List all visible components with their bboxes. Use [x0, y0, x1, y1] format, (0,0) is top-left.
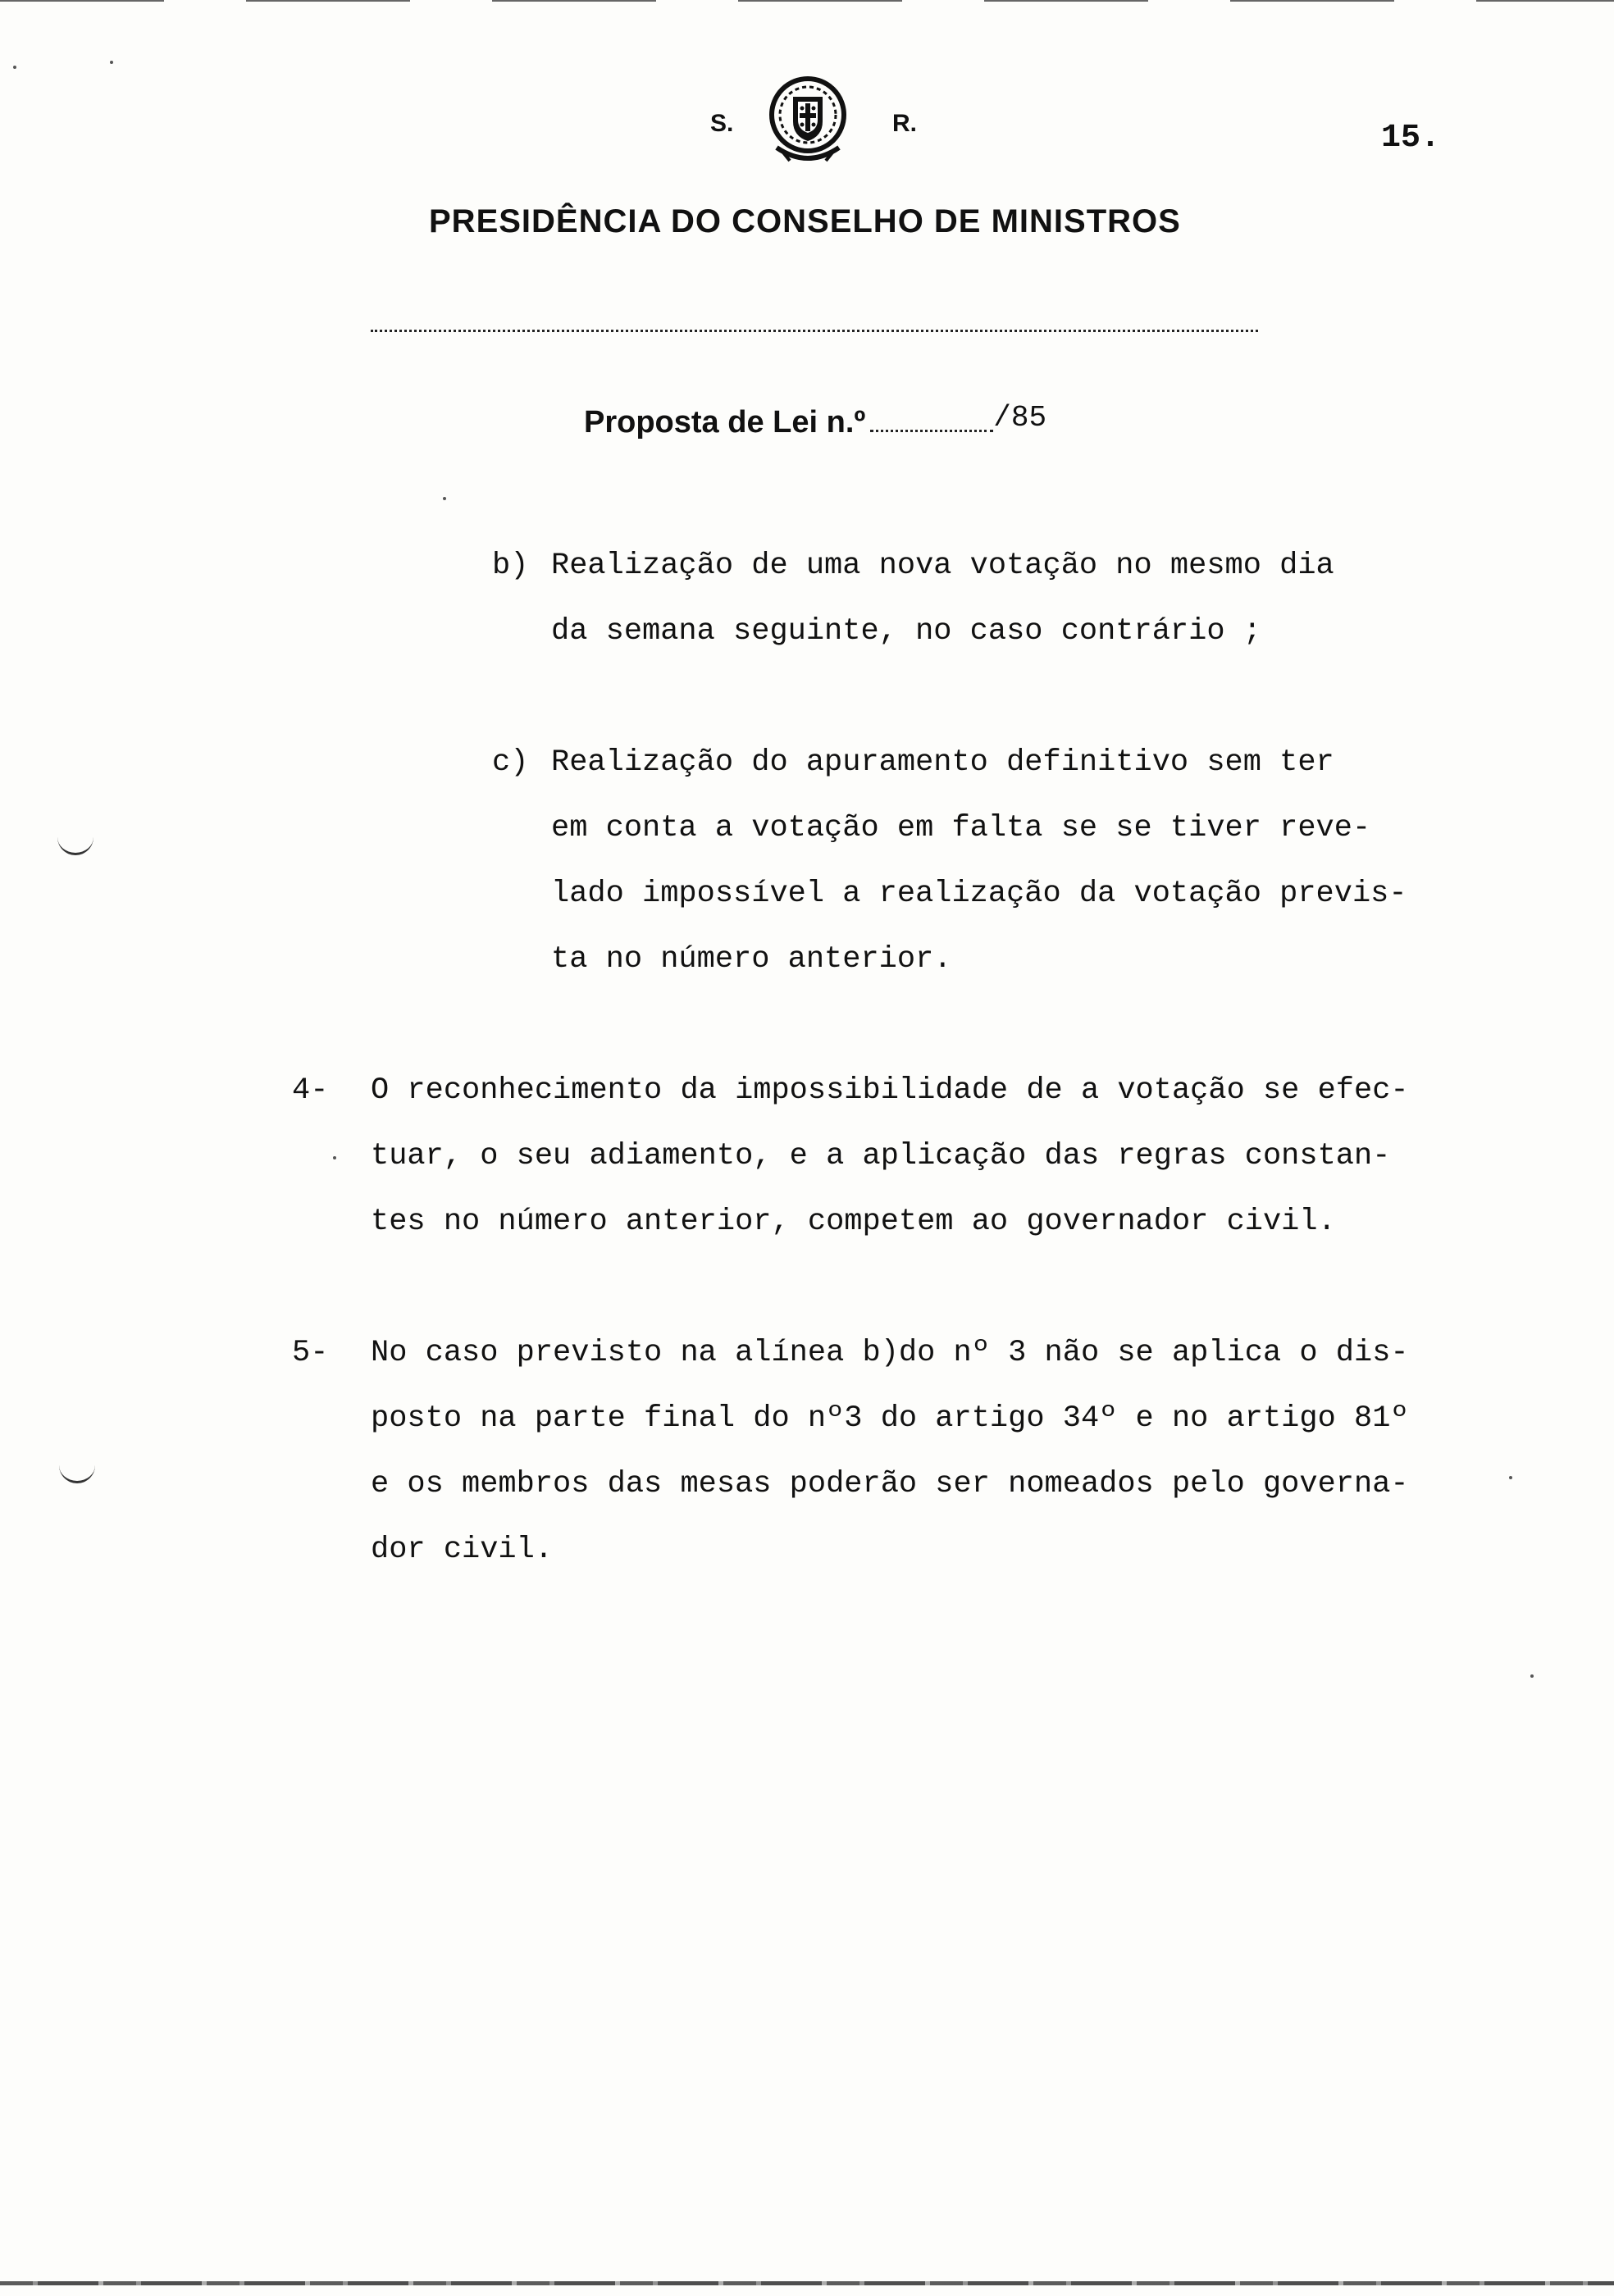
text-line: e os membros das mesas poderão ser nomeados pelo governa- — [371, 1467, 1409, 1501]
text-line: ta no número anterior. — [551, 942, 952, 977]
text-line: O reconhecimento da impossibilidade de a votação se efec- — [371, 1073, 1409, 1108]
proposta-label: Proposta de Lei n.º — [584, 405, 866, 440]
text-line: dor civil. — [371, 1533, 554, 1567]
binding-hole-mark — [57, 836, 93, 855]
text-line: tes no número anterior, competem ao governador civil. — [371, 1205, 1336, 1239]
item-text — [371, 1320, 1409, 1583]
portuguese-coat-of-arms-icon — [765, 72, 850, 171]
scan-speck — [13, 66, 16, 69]
text-line: Realização do apuramento definitivo sem ter — [551, 745, 1334, 780]
text-line: lado impossível a realização da votação previs- — [551, 877, 1407, 911]
item-marker: 5- — [292, 1336, 329, 1370]
dotted-divider — [371, 330, 1258, 332]
item-marker: b) — [492, 549, 529, 583]
text-line: tuar, o seu adiamento, e a aplicação das regras constan- — [371, 1139, 1391, 1173]
page-title: PRESIDÊNCIA DO CONSELHO DE MINISTROS — [429, 203, 1181, 239]
header-letter-s: S. — [710, 110, 734, 137]
text-line: da semana seguinte, no caso contrário ; — [551, 614, 1261, 649]
item-text — [551, 730, 1407, 992]
text-line: No caso previsto na alínea b)do nº 3 não se aplica o dis- — [371, 1336, 1409, 1370]
proposta-line — [584, 401, 1047, 441]
item-marker: 4- — [292, 1073, 329, 1108]
binding-hole-mark — [59, 1465, 95, 1483]
header-letter-r: R. — [892, 110, 917, 137]
scan-bottom-edge — [0, 2281, 1614, 2285]
scan-speck — [110, 61, 113, 64]
scan-speck — [1530, 1674, 1534, 1678]
proposta-number: /85 — [993, 401, 1047, 435]
page-number: 15. — [1381, 120, 1441, 157]
text-line: posto na parte final do nº3 do artigo 34º e no artigo 81º — [371, 1401, 1409, 1436]
proposta-fill-line — [870, 430, 993, 432]
item-text — [551, 533, 1334, 664]
scan-top-edge — [0, 0, 1614, 2]
item-marker: c) — [492, 745, 529, 780]
text-line: Realização de uma nova votação no mesmo dia — [551, 549, 1334, 583]
scan-speck — [443, 497, 446, 500]
item-text — [371, 1058, 1409, 1255]
scan-speck — [333, 1156, 336, 1159]
text-line: em conta a votação em falta se se tiver reve- — [551, 811, 1371, 845]
scan-speck — [1509, 1476, 1512, 1479]
